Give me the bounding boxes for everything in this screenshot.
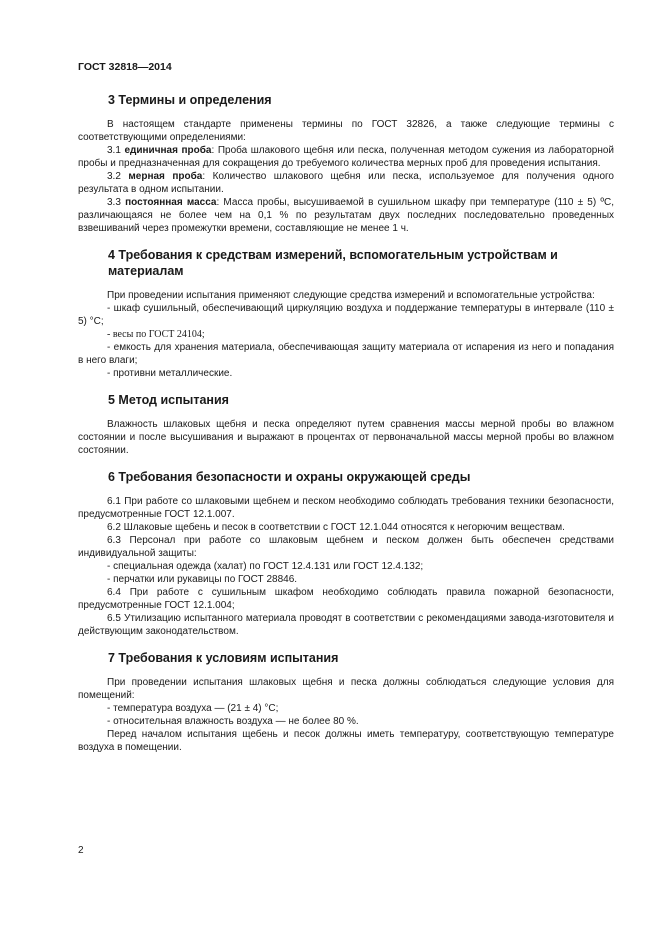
section-7-title: 7 Требования к условиям испытания [108,651,339,665]
standard-number: ГОСТ 32818—2014 [78,61,172,73]
section-4-title: 4 Требования к средствам измерений, вспомогательным устройствам и материалам [108,248,558,278]
term-3-2 [78,170,614,196]
section-7-outro: Перед началом испытания щебень и песок должны иметь температуру, соответствующую температуре воздуха в помещении. [78,729,614,753]
section-7-intro: При проведении испытания шлаковых щебня и песка должны соблюдаться следующие условия для помещений: [78,677,614,701]
clause-6-4: 6.4 При работе с сушильным шкафом необходимо соблюдать правила пожарной безопасности, предусмотренные ГОСТ 12.1.004; [78,587,614,611]
list-item: - емкость для хранения материала, обеспечивающая защиту материала от испарения из него и попадания в него влаги; [78,342,614,366]
list-item: - весы по ГОСТ 24104; [107,329,205,340]
term-3-3-number: 3.3 [107,197,126,208]
term-3-2-definition: : Количество шлакового щебня или песка, используемое для получения одного результата в одном испытании. [78,171,614,195]
section-6 [78,469,614,638]
term-3-1 [78,144,614,170]
page-content [78,92,614,754]
section-6-title: 6 Требования безопасности и охраны окружающей среды [108,470,471,484]
list-item: - шкаф сушильный, обеспечивающий циркуляцию воздуха и поддержание температуры в интервале (110 ± 5) °С; [78,303,614,327]
term-3-3 [78,196,614,235]
clause-6-2: 6.2 Шлаковые щебень и песок в соответствии с ГОСТ 12.1.044 относятся к негорючим веществам. [107,522,565,533]
page-number: 2 [78,845,84,856]
term-3-1-definition: : Проба шлакового щебня или песка, полученная методом сужения из лабораторной пробы и предназначенная для сокращения до требуемого количества мерных проб для проведения испытания. [78,145,614,169]
term-3-1-name: единичная проба [124,145,212,156]
section-4-intro: При проведении испытания применяют следующие средства измерений и вспомогательные устройства: [107,290,595,301]
section-7 [78,650,614,754]
list-item: - специальная одежда (халат) по ГОСТ 12.4.131 или ГОСТ 12.4.132; [107,561,424,572]
list-item: - относительная влажность воздуха — не более 80 %. [107,716,359,727]
section-3 [78,92,614,235]
list-item: - температура воздуха — (21 ± 4) °С; [107,703,279,714]
section-3-intro: В настоящем стандарте применены термины по ГОСТ 32826, а также следующие термины с соответствующими определениями: [78,119,614,143]
list-item: - противни металлические. [107,368,233,379]
term-3-1-number: 3.1 [107,145,125,156]
section-4 [78,247,614,380]
term-3-2-name: мерная проба [128,171,203,182]
list-item: - перчатки или рукавицы по ГОСТ 28846. [107,574,298,585]
section-5-title: 5 Метод испытания [108,393,229,407]
term-3-3-name: постоянная масса [125,197,217,208]
clause-6-5: 6.5 Утилизацию испытанного материала проводят в соответствии с рекомендациями завода-изготовителя и действующим законодательством. [78,613,614,637]
section-5 [78,392,614,457]
section-5-text: Влажность шлаковых щебня и песка определяют путем сравнения массы мерной пробы во влажном состоянии и после высушивания и выражают в процентах от первоначальной массы мерной пробы во влажном состоянии. [78,419,614,456]
section-3-title: 3 Термины и определения [108,93,272,107]
clause-6-3: 6.3 Персонал при работе со шлаковым щебнем и песком должен быть обеспечен средствами индивидуальной защиты: [78,535,614,559]
clause-6-1: 6.1 При работе со шлаковыми щебнем и песком необходимо соблюдать требования техники безопасности, предусмотренные ГОСТ 12.1.007. [78,496,614,520]
term-3-3-definition: : Масса пробы, высушиваемой в сушильном шкафу при температуре (110 ± 5) ºС, различающаяся не более чем на 0,1 % по результатам двух последних последовательно проведенных взвешиваний через промежутки времени, составляющие не менее 1 ч. [78,197,614,234]
term-3-2-number: 3.2 [107,171,129,182]
